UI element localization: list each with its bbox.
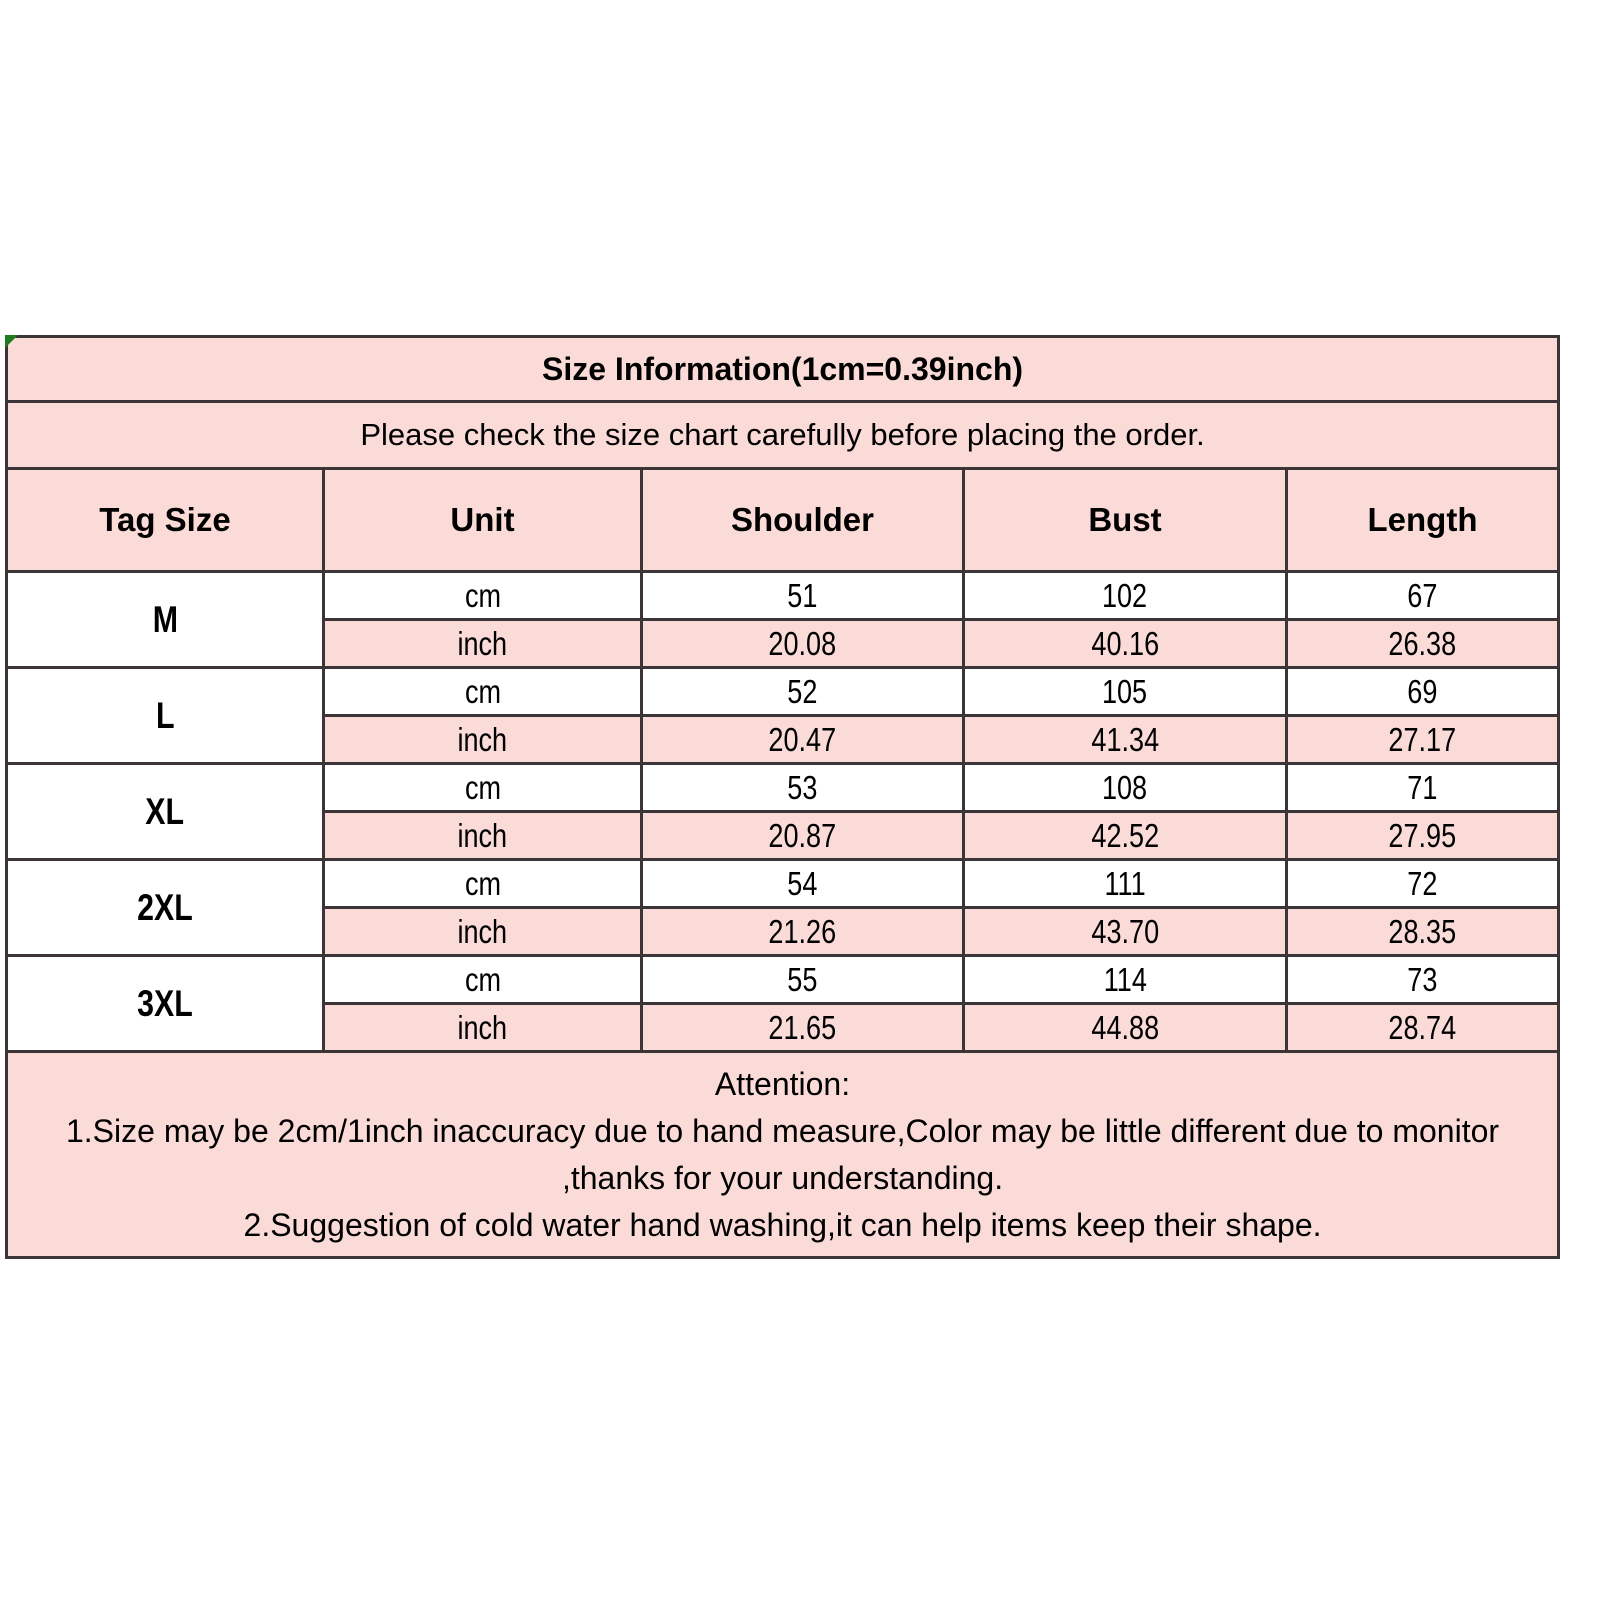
length-value: 26.38 (1388, 624, 1457, 662)
table-row-3xl-cm (7, 956, 1559, 1004)
bust-value-cell (964, 908, 1287, 956)
column-header-bust: Bust (964, 469, 1287, 572)
length-value: 69 (1407, 672, 1438, 710)
length-value-cell (1287, 572, 1559, 620)
shoulder-value-cell (642, 956, 964, 1004)
table-row-xl-cm (7, 764, 1559, 812)
tag-size-label: XL (145, 790, 185, 832)
bust-value-cell (964, 620, 1287, 668)
tag-size-label: L (155, 694, 175, 736)
shoulder-value: 53 (787, 768, 818, 806)
note-line-1: 1.Size may be 2cm/1inch inaccuracy due to hand measure,Color may be little different due to monitor (65, 1112, 1500, 1149)
shoulder-value-cell (642, 620, 964, 668)
shoulder-value: 20.47 (768, 720, 837, 758)
green-corner-marker-icon (5, 335, 18, 348)
shoulder-value-cell (642, 572, 964, 620)
length-value: 28.74 (1388, 1008, 1457, 1046)
tag-size-cell (7, 956, 324, 1052)
bust-value: 111 (1104, 864, 1146, 902)
shoulder-value: 54 (787, 864, 818, 902)
column-header-tag-size: Tag Size (7, 469, 324, 572)
length-value-cell (1287, 716, 1559, 764)
shoulder-value-cell (642, 812, 964, 860)
tag-size-cell (7, 668, 324, 764)
table-header-row (7, 469, 1559, 572)
table-notes-row (7, 1052, 1559, 1258)
shoulder-value: 20.08 (768, 624, 837, 662)
bust-value: 42.52 (1091, 816, 1159, 854)
length-value: 73 (1407, 960, 1438, 998)
unit-label: cm (464, 960, 501, 998)
tag-size-cell (7, 572, 324, 668)
bust-value-cell (964, 956, 1287, 1004)
bust-value-cell (964, 668, 1287, 716)
notes-cell (7, 1052, 1559, 1258)
shoulder-value-cell (642, 908, 964, 956)
bust-value: 108 (1102, 768, 1148, 806)
note-line-1-continued: ,thanks for your understanding. (561, 1159, 1004, 1196)
length-value: 71 (1407, 768, 1438, 806)
length-value-cell (1287, 860, 1559, 908)
unit-label: inch (457, 1008, 508, 1046)
length-value-cell (1287, 620, 1559, 668)
shoulder-value-cell (642, 860, 964, 908)
unit-label: cm (464, 672, 501, 710)
shoulder-value: 20.87 (768, 816, 837, 854)
length-value-cell (1287, 908, 1559, 956)
unit-label: cm (464, 864, 501, 902)
shoulder-value: 21.26 (768, 912, 837, 950)
shoulder-value: 55 (787, 960, 818, 998)
length-value-cell (1287, 764, 1559, 812)
length-value-cell (1287, 1004, 1559, 1052)
unit-cell (324, 908, 642, 956)
note-line-2: 2.Suggestion of cold water hand washing,it can help items keep their shape. (243, 1206, 1322, 1243)
bust-value: 114 (1103, 960, 1147, 998)
size-chart-container (5, 335, 1557, 1259)
shoulder-value: 21.65 (768, 1008, 837, 1046)
unit-cell (324, 572, 642, 620)
column-header-length: Length (1287, 469, 1559, 572)
tag-size-cell (7, 764, 324, 860)
table-row-l-cm (7, 668, 1559, 716)
column-header-shoulder: Shoulder (642, 469, 964, 572)
unit-cell (324, 812, 642, 860)
unit-cell (324, 1004, 642, 1052)
shoulder-value: 52 (787, 672, 818, 710)
size-chart-table (5, 335, 1560, 1259)
unit-cell (324, 716, 642, 764)
tag-size-label: 2XL (137, 886, 193, 928)
bust-value-cell (964, 716, 1287, 764)
table-title-row (7, 337, 1559, 402)
unit-label: inch (457, 912, 508, 950)
bust-value-cell (964, 572, 1287, 620)
bust-value: 105 (1102, 672, 1148, 710)
length-value: 72 (1407, 864, 1438, 902)
bust-value: 102 (1102, 576, 1148, 614)
shoulder-value-cell (642, 1004, 964, 1052)
length-value-cell (1287, 956, 1559, 1004)
bust-value-cell (964, 812, 1287, 860)
bust-value: 40.16 (1091, 624, 1159, 662)
bust-value-cell (964, 1004, 1287, 1052)
bust-value-cell (964, 764, 1287, 812)
table-row-2xl-cm (7, 860, 1559, 908)
unit-label: cm (464, 768, 501, 806)
unit-cell (324, 620, 642, 668)
unit-label: inch (457, 624, 508, 662)
unit-label: inch (457, 816, 508, 854)
unit-label: cm (464, 576, 501, 614)
unit-cell (324, 860, 642, 908)
bust-value-cell (964, 860, 1287, 908)
bust-value: 44.88 (1091, 1008, 1159, 1046)
length-value-cell (1287, 812, 1559, 860)
chart-subtitle: Please check the size chart carefully before placing the order. (7, 402, 1559, 469)
tag-size-label: 3XL (137, 982, 193, 1024)
table-subtitle-row (7, 402, 1559, 469)
notes-heading: Attention: (714, 1065, 851, 1102)
unit-cell (324, 956, 642, 1004)
bust-value: 43.70 (1091, 912, 1159, 950)
shoulder-value: 51 (787, 576, 818, 614)
column-header-unit: Unit (324, 469, 642, 572)
table-row-m-cm (7, 572, 1559, 620)
bust-value: 41.34 (1091, 720, 1159, 758)
shoulder-value-cell (642, 716, 964, 764)
shoulder-value-cell (642, 764, 964, 812)
unit-cell (324, 764, 642, 812)
unit-label: inch (457, 720, 508, 758)
unit-cell (324, 668, 642, 716)
tag-size-cell (7, 860, 324, 956)
length-value-cell (1287, 668, 1559, 716)
length-value: 27.17 (1388, 720, 1457, 758)
shoulder-value-cell (642, 668, 964, 716)
length-value: 28.35 (1388, 912, 1457, 950)
tag-size-label: M (152, 598, 178, 640)
length-value: 67 (1407, 576, 1438, 614)
length-value: 27.95 (1388, 816, 1457, 854)
chart-title: Size Information(1cm=0.39inch) (7, 337, 1559, 402)
